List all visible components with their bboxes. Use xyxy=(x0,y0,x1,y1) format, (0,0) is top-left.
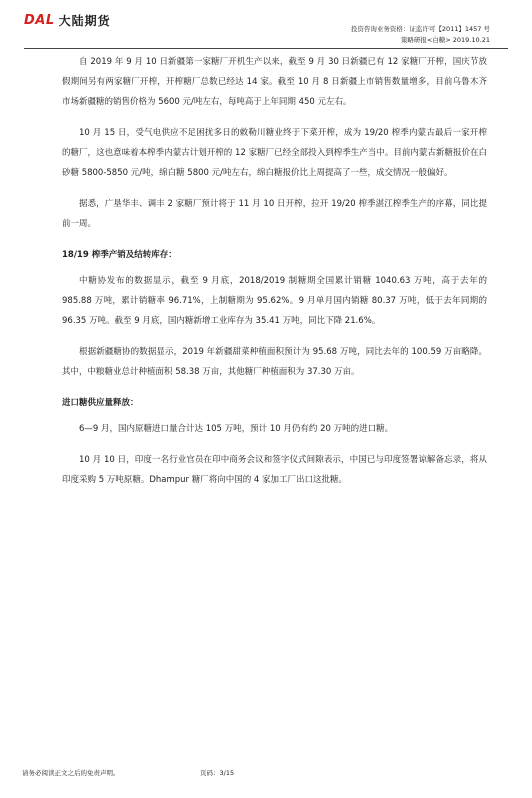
paragraph-import-volume: 6—9 月，国内原糖进口量合计达 105 万吨，预计 10 月仍有约 20 万吨的进口糖。 xyxy=(79,424,394,434)
header-info xyxy=(351,24,490,46)
report-title: 策略研报<白糖> 2019.10.21 xyxy=(400,36,490,44)
company-logo xyxy=(24,12,111,29)
page-header xyxy=(0,0,532,50)
header-divider xyxy=(24,48,508,49)
paragraph-xinjiang: 自 2019 年 9 月 10 日新疆第一家糖厂开机生产以来，截至 9 月 30 日新疆已有 12 家糖厂开榨，国庆节放假期间另有两家糖厂开榨，开榨糖厂总数已经达 14 家。截至 10 月 8 日新疆上市销售数量增多，目前乌鲁木齐市场新疆糖的销售价格为 5600 元/吨左右，每吨高于上年同期 450 元左右。 xyxy=(62,57,487,107)
document-body xyxy=(62,52,487,501)
disclaimer-text: 请务必阅读正文之后的免责声明。 xyxy=(22,769,120,777)
logo-mark: DAL xyxy=(24,13,55,28)
section-heading-inventory: 18/19 榨季产销及结转库存： xyxy=(62,250,177,260)
paragraph-zhanjiang: 据悉，广垦华丰、调丰 2 家糖厂预计将于 11 月 10 日开榨，拉开 19/20 榨季湛江榨季生产的序幕，同比提前一周。 xyxy=(62,199,487,229)
paragraph-sales-data: 中糖协发布的数据显示，截至 9 月底，2018/2019 制糖期全国累计销糖 1040.63 万吨，高于去年的 985.88 万吨，累计销糖率 96.71%，上制糖期为 95.62%。9 月单月国内销糖 80.37 万吨，低于去年同期的 96.35 万吨。截至 9 月底，国内糖新增工业库存为 35.41 万吨，同比下降 21.6%。 xyxy=(62,276,487,326)
section-heading-imports: 进口糖供应量释放： xyxy=(62,398,139,408)
page-number: 页码：3/15 xyxy=(200,769,235,777)
paragraph-india-mou: 10 月 10 日，印度一名行业官员在印中商务会议和签字仪式间隙表示，中国已与印度签署谅解备忘录，将从印度采购 5 万吨原糖。Dhampur 糖厂将向中国的 4 家加工厂出口这批糖。 xyxy=(62,455,487,485)
license-text: 投资咨询业务资格：证监许可【2011】1457 号 xyxy=(350,25,490,33)
paragraph-planting-area: 根据新疆糖协的数据显示，2019 年新疆甜菜种植面积预计为 95.68 万吨，同比去年的 100.59 万亩略降。其中，中粮糖业总计种植面积 58.38 万亩，其他糖厂种植面积为 37.30 万亩。 xyxy=(62,347,487,377)
paragraph-inner-mongolia: 10 月 15 日，受气电供应不足困扰多日的敕勒川糖业终于下菜开榨，成为 19/20 榨季内蒙古最后一家开榨的糖厂，这也意味着本榨季内蒙古计划开榨的 12 家糖厂已经全部投入到榨季生产当中。目前内蒙古新糖报价在白砂糖 5800-5850 元/吨，绵白糖 5800 元/吨左右，绵白糖报价比上周提高了一些，成交情况一般偏好。 xyxy=(62,128,487,178)
logo-text: 大陆期货 xyxy=(58,14,111,28)
page-footer xyxy=(0,762,532,782)
